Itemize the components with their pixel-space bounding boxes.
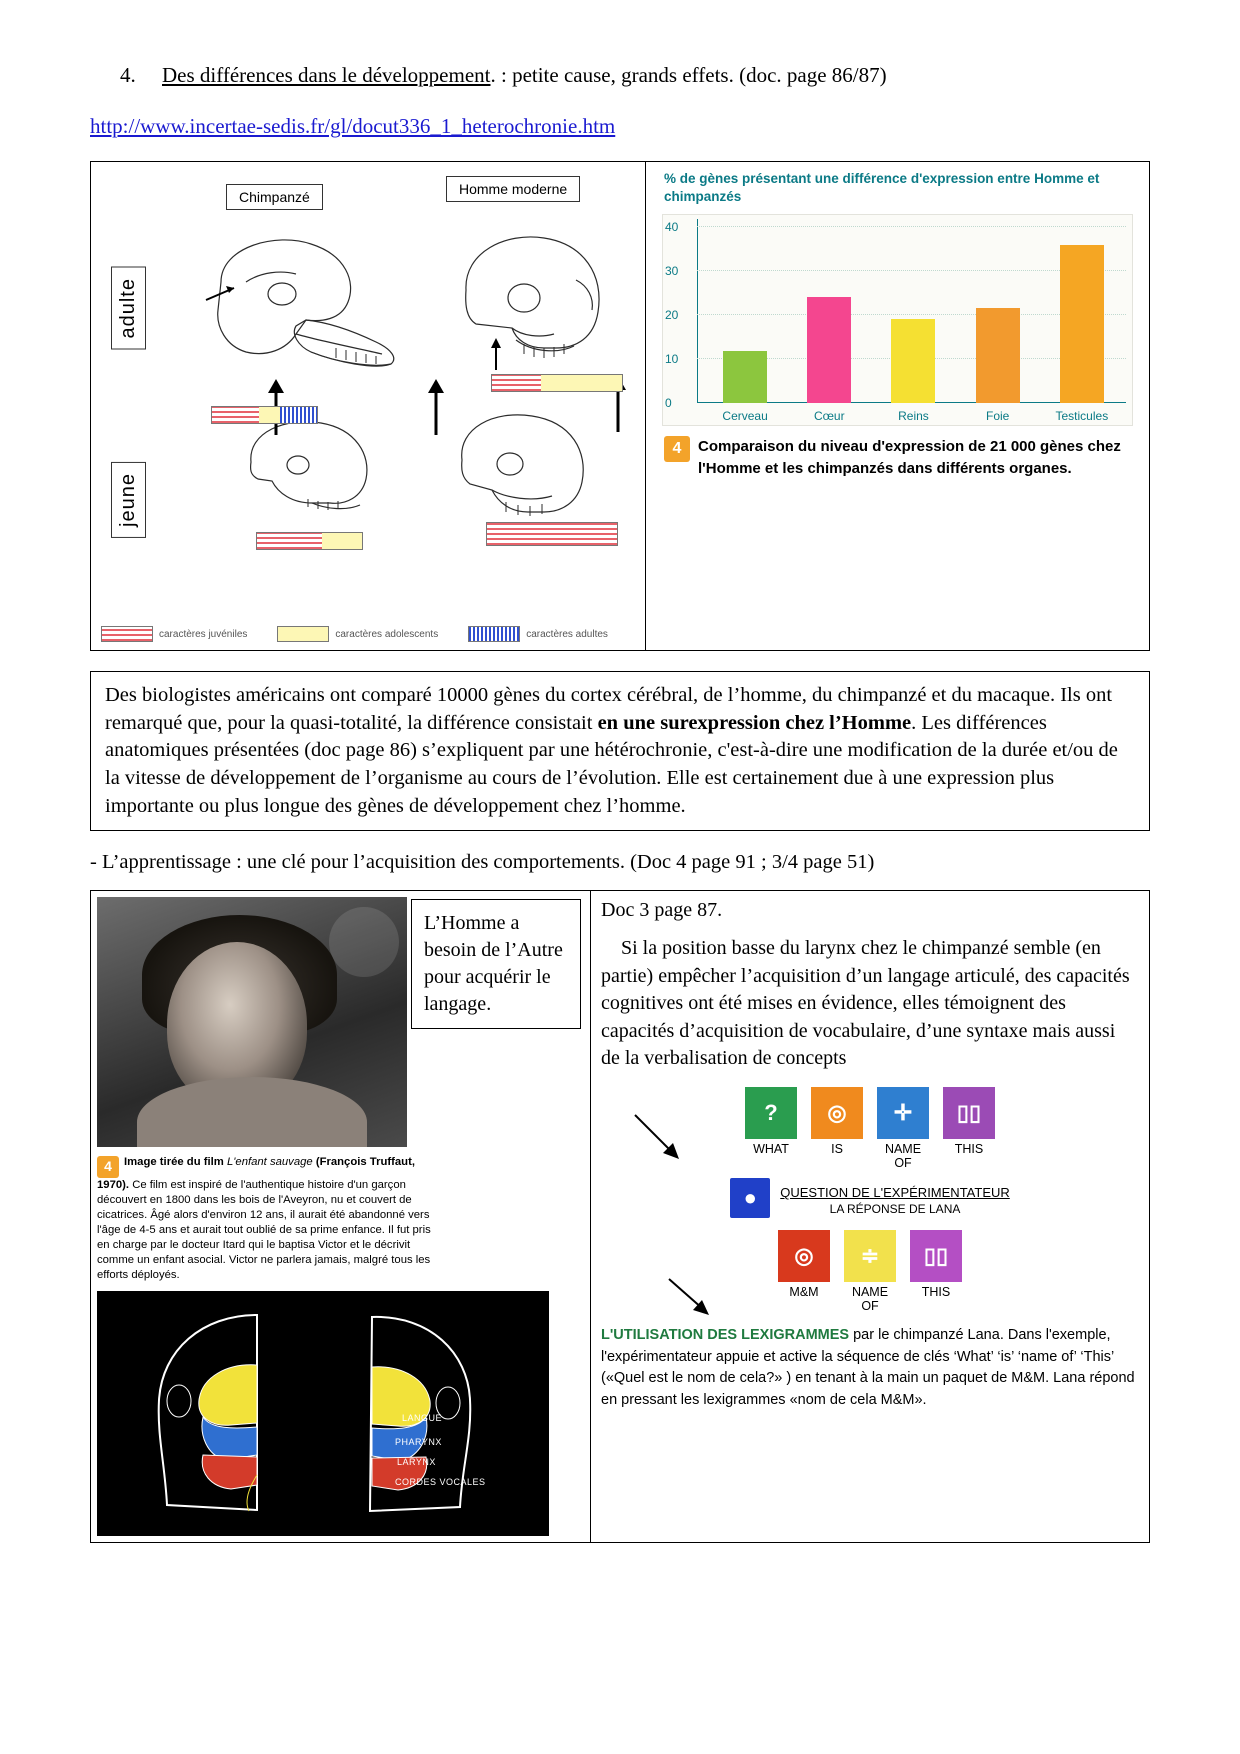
- lexigram-key-dot[interactable]: ●: [730, 1178, 770, 1218]
- chimp-adult-skull-icon: [186, 222, 416, 372]
- y-tick-0: 0: [665, 396, 672, 411]
- lexigram-caption-bold: L'UTILISATION DES LEXIGRAMMES: [601, 1326, 850, 1343]
- summary-part2: . Les différences anatomiques présentées (doc page 86) s’expliquent par une hétérochronie, c'est-à-dire une modification de la durée et/ou de la vitesse de développement de l’organisme au cours de l’évolution. Elle est certainement due à une expression plus importante ou plus longue des gènes de développement chez l’homme.: [105, 711, 1118, 817]
- label-jeune: jeune: [111, 462, 146, 538]
- bar-chimp-adult: [211, 406, 318, 424]
- heading-number: 4.: [120, 63, 136, 87]
- lexigram-caption-text: par le chimpanzé Lana. Dans l'exemple, l'expérimentateur appuie et active la séquence de clés ‘What’ ‘is’ ‘name of’ ‘This’ («Quel est le nom de cela?» ) en tenant à la main un paquet de M&M. Lana répond en pressant les lexigrammes «nom de cela M&M».: [601, 1326, 1135, 1409]
- summary-bold: en une surexpression chez l’Homme: [597, 711, 912, 734]
- label-adulte: adulte: [111, 267, 146, 350]
- lexigram-question-line: QUESTION DE L'EXPÉRIMENTATEUR: [780, 1185, 1010, 1201]
- label-chimpanze: Chimpanzé: [226, 184, 323, 210]
- x-label-cerveau: Cerveau: [722, 409, 768, 424]
- anat-label-pharynx: PHARYNX: [395, 1436, 442, 1447]
- bar-human-young: [486, 522, 618, 546]
- anat-label-langue: LANGUE: [402, 1412, 443, 1423]
- figure-box: [90, 161, 1150, 651]
- label-chimp-wrap: [226, 184, 323, 210]
- bottom-box: [90, 890, 1150, 1542]
- photo-highlight: [329, 907, 399, 977]
- lexigram-key-is[interactable]: ◎: [811, 1087, 863, 1139]
- label-human-wrap: [446, 176, 580, 202]
- lexigram-key-this[interactable]: ▯▯: [943, 1087, 995, 1139]
- chart-caption-text: Comparaison du niveau d'expression de 21 000 gènes chez l'Homme et les chimpanzés dans différents organes.: [698, 438, 1121, 478]
- chart-title: % de gènes présentant une différence d'expression entre Homme et chimpanzés: [664, 171, 1100, 205]
- expression-chart-panel: [646, 162, 1149, 650]
- arrow-up-icon-2: [421, 377, 451, 437]
- photo-caption-body: Ce film est inspiré de l'authentique histoire d'un garçon découvert en 1800 dans les bois de l'Aveyron, nu et couvert de cicatrices. Âgé alors d'environ 12 ans, il aurait été abandonné vers l'âge de 4-5 ans et aurait tout oublié de sa prime enfance. Il fut pris en charge par le docteur Itard qui le baptisa Victor et le décrivit comme un enfant asocial. Victor ne parlera jamais, malgré tous les efforts déployés.: [97, 1178, 431, 1281]
- lexigram-label-is: IS: [831, 1141, 843, 1156]
- lexigram-key-nameof-2[interactable]: ≑: [844, 1230, 896, 1282]
- y-tick-30: 30: [665, 264, 679, 279]
- arrow-down-right-icon: [629, 1109, 689, 1165]
- photo-caption-rest: (François Truffaut, 1970).: [97, 1156, 415, 1191]
- legend-swatch-adulte: [468, 626, 520, 642]
- section-heading: [120, 63, 1150, 88]
- x-label-coeur: Cœur: [813, 409, 845, 424]
- chart-y-axis: [697, 219, 698, 403]
- chart-x-labels: [703, 409, 1124, 423]
- vocal-tract-diagram: [97, 1291, 549, 1536]
- anat-label-cordes-vocales: CORDES VOCALES: [395, 1476, 486, 1487]
- lexigram-key-this-2[interactable]: ▯▯: [910, 1230, 962, 1282]
- bar-chimp-young: [256, 532, 363, 550]
- legend-label-juvenile: caractères juvéniles: [159, 628, 248, 640]
- legend-swatch-juvenile: [101, 626, 153, 642]
- summary-textbox: [90, 671, 1150, 831]
- y-tick-40: 40: [665, 220, 679, 235]
- lexigram-figure: [601, 1087, 1139, 1412]
- lexigram-caption: [601, 1325, 1139, 1412]
- lexigram-label-this-2: THIS: [921, 1284, 951, 1299]
- bar-coeur: [807, 297, 851, 403]
- summary-part1: Des biologistes américains ont comparé 10000 gènes du cortex cérébral, de l’homme, du chimpanzé et du macaque. Ils ont remarqué que, pour la quasi-totalité, la différence consistait: [105, 684, 1113, 734]
- anat-label-larynx: LARYNX: [397, 1456, 436, 1467]
- left-media-column: [91, 891, 591, 1541]
- skull-comparison-panel: [91, 162, 646, 650]
- legend-item-adolescent: [277, 626, 438, 642]
- photo-caption: [97, 1155, 445, 1282]
- lexigram-label-nameof-2: NAME OF: [851, 1284, 889, 1313]
- bar-testicules: [1060, 245, 1104, 403]
- quote-box: L’Homme a besoin de l’Autre pour acquérir le langage.: [411, 899, 581, 1029]
- doc3-title: Doc 3 page 87.: [601, 899, 723, 922]
- chart-plot-area: [662, 214, 1133, 426]
- label-homme-moderne: Homme moderne: [446, 176, 580, 202]
- right-text-column: [591, 891, 1149, 1541]
- x-label-foie: Foie: [985, 409, 1010, 424]
- lexigram-label-this: THIS: [954, 1141, 984, 1156]
- chart-caption: [664, 436, 1131, 480]
- lexigram-key-nameof[interactable]: ✛: [877, 1087, 929, 1139]
- photo-caption-lead: Image tirée du film: [124, 1156, 224, 1169]
- arrow-down-right-icon-2: [663, 1273, 723, 1323]
- y-tick-10: 10: [665, 352, 679, 367]
- apprentissage-line: - L’apprentissage : une clé pour l’acquisition des comportements. (Doc 4 page 91 ; 3/4 page 51): [90, 851, 875, 874]
- legend-item-juvenile: [101, 626, 247, 642]
- lexigram-question-row: [601, 1178, 1139, 1218]
- label-jeune-wrap: [111, 462, 146, 543]
- lexigram-label-what: WHAT: [753, 1141, 789, 1156]
- chart-caption-badge: 4: [664, 436, 690, 462]
- lexigram-key-what[interactable]: ?: [745, 1087, 797, 1139]
- doc3-text: Si la position basse du larynx chez le chimpanzé semble (en partie) empêcher l’acquisition d’un langage articulé, des capacités cognitives ont été mises en évidence, elles témoignent des capacités d’acquisition de vocabulaire, d’une syntaxe mais aussi de la verbalisation de concepts: [601, 936, 1130, 1070]
- lexigram-label-mm: M&M: [789, 1284, 819, 1299]
- photo-shoulder: [137, 1077, 367, 1147]
- bar-reins: [891, 319, 935, 403]
- x-label-reins: Reins: [898, 409, 929, 424]
- skull-legend: [101, 626, 635, 642]
- lexigram-answer-line: LA RÉPONSE DE LANA: [829, 1202, 961, 1217]
- y-tick-20: 20: [665, 308, 679, 323]
- bar-human-adult: [491, 374, 623, 392]
- lexigram-key-mm[interactable]: ◎: [778, 1230, 830, 1282]
- x-label-testicules: Testicules: [1055, 409, 1109, 424]
- lexigram-label-nameof: NAME OF: [884, 1141, 922, 1170]
- human-adult-skull-icon: [436, 220, 631, 385]
- human-vocal-tract-icon: [107, 1305, 307, 1520]
- legend-swatch-adolescent: [277, 626, 329, 642]
- bar-cerveau: [723, 351, 767, 403]
- label-adulte-wrap: [111, 267, 146, 355]
- bar-foie: [976, 308, 1020, 403]
- chart-bars: [703, 221, 1124, 403]
- human-young-skull-icon: [436, 402, 621, 527]
- enfant-sauvage-photo: [97, 897, 407, 1147]
- legend-label-adolescent: caractères adolescents: [335, 628, 439, 640]
- heading-subtitle: . : petite cause, grands effets. (doc. page 86/87): [490, 63, 887, 87]
- legend-item-adulte: [468, 626, 608, 642]
- photo-caption-title: L'enfant sauvage: [226, 1156, 313, 1169]
- chimp-young-skull-icon: [226, 407, 411, 532]
- doc3-block: [601, 897, 1139, 1073]
- photo-caption-badge: 4: [97, 1156, 119, 1178]
- source-link[interactable]: http://www.incertae-sedis.fr/gl/docut336_1_heterochronie.htm: [90, 114, 616, 138]
- legend-label-adulte: caractères adultes: [526, 628, 608, 640]
- heading-title: Des différences dans le développement: [162, 63, 491, 87]
